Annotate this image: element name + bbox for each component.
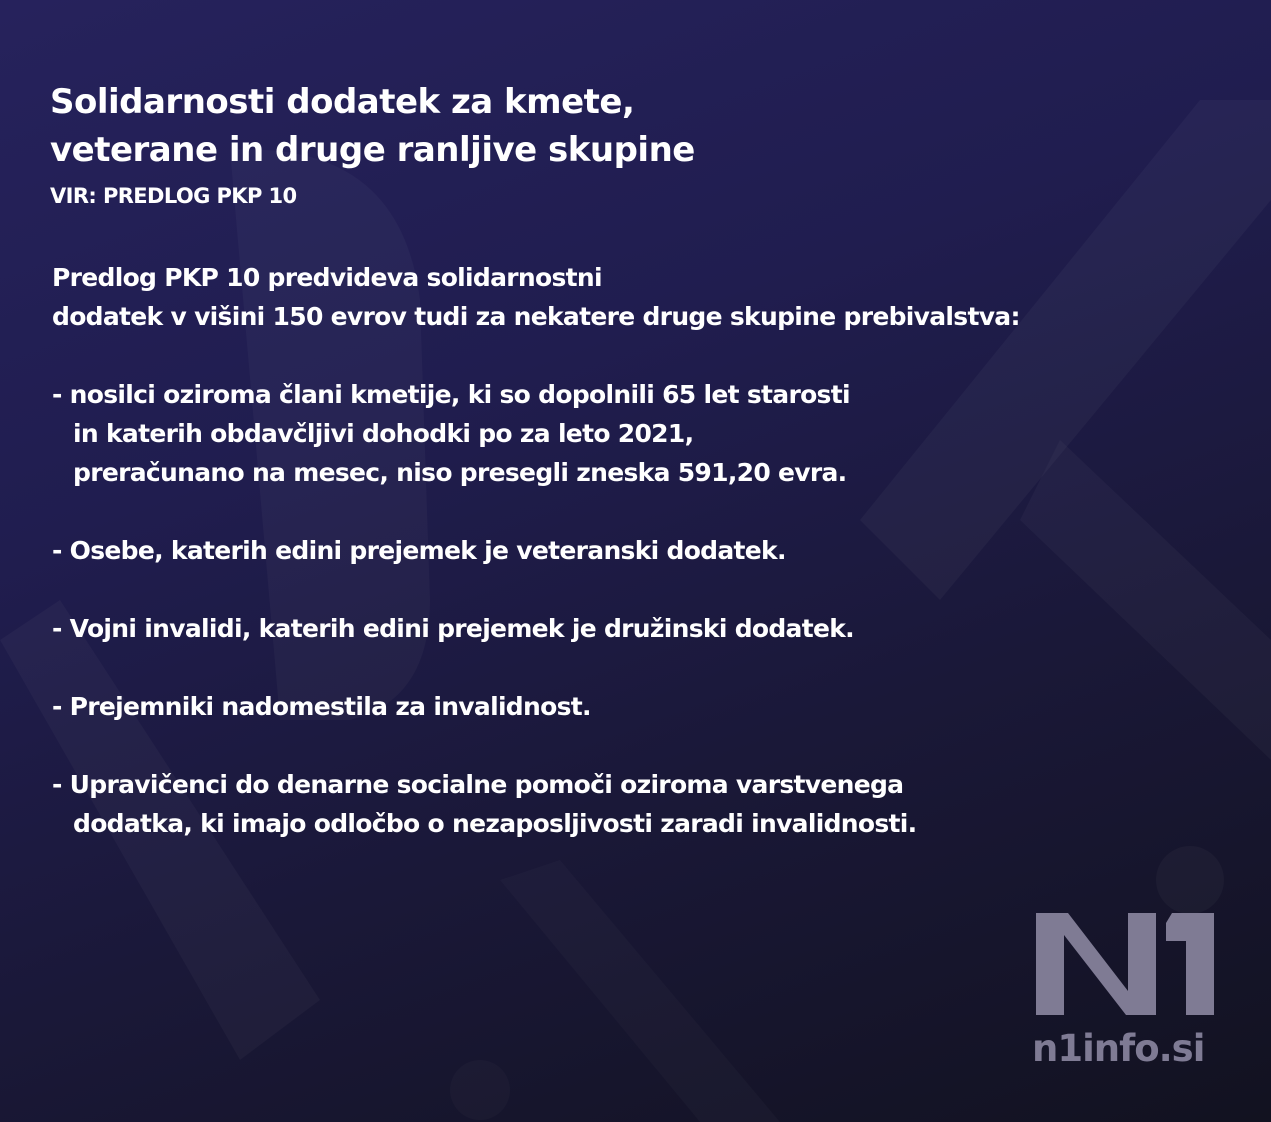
intro-line-1: Predlog PKP 10 predvideva solidarnostni — [52, 263, 602, 292]
list-item-line: in katerih obdavčljivi dohodki po za leto 2021, — [73, 419, 694, 448]
list-item-line: - nosilci oziroma člani kmetije, ki so dopolnili 65 let starosti — [52, 380, 850, 409]
list-item-line: preračunano na mesec, niso presegli zneska 591,20 evra. — [73, 458, 847, 487]
article-body — [52, 258, 1020, 882]
intro-line-2: dodatek v višini 150 evrov tudi za nekatere druge skupine prebivalstva: — [52, 302, 1020, 331]
title-line-2: veterane in druge ranljive skupine — [50, 130, 695, 170]
list-item-line: dodatka, ki imajo odločbo o nezaposljivosti zaradi invalidnosti. — [73, 809, 917, 838]
header — [50, 78, 695, 208]
source-label: VIR: PREDLOG PKP 10 — [50, 184, 297, 208]
list-item-line: - Osebe, katerih edini prejemek je veteranski dodatek. — [52, 536, 786, 565]
title-line-1: Solidarnosti dodatek za kmete, — [50, 82, 635, 122]
list-item-war-invalids — [52, 609, 1020, 648]
intro-paragraph — [52, 258, 1020, 336]
list-item-line: - Prejemniki nadomestila za invalidnost. — [52, 692, 591, 721]
list-item-line: - Upravičenci do denarne socialne pomoči oziroma varstvenega — [52, 770, 904, 799]
list-item-social-assistance — [52, 765, 1020, 843]
list-item-disability-recipients — [52, 687, 1020, 726]
site-name: n1info.si — [1032, 1027, 1205, 1070]
list-item-veterans — [52, 531, 1020, 570]
eligible-groups-list — [52, 375, 1020, 843]
list-item-line: - Vojni invalidi, katerih edini prejemek je družinski dodatek. — [52, 614, 854, 643]
list-item-farmers — [52, 375, 1020, 492]
